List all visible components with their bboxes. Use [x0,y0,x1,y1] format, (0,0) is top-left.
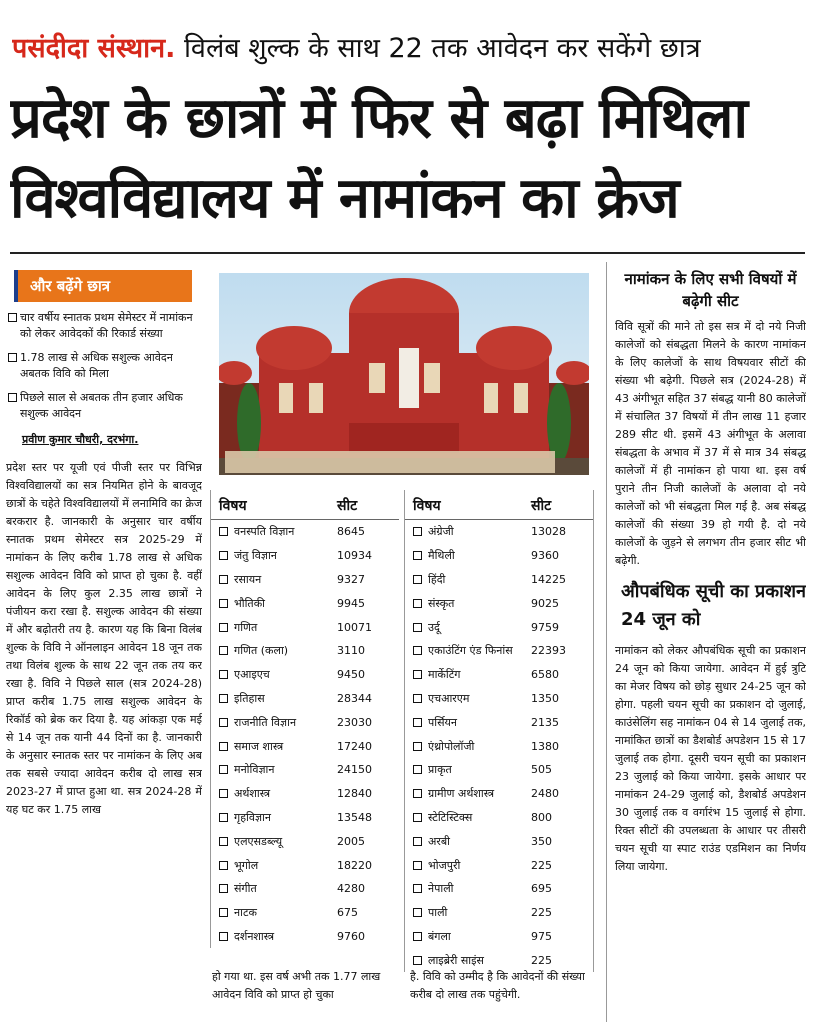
table-row [211,544,399,568]
seats-table-right [404,490,594,972]
byline: प्रवीण कुमार चौधरी, दरभंगा. [22,433,139,446]
section-body-seats: विवि सूत्रों की माने तो इस सत्र में दो नये निजी कालेजों को संबद्धता मिलने के कारण नामांकन के लिए कालेजों के साथ विषयवार सीटों की संख्या भी बढ़ेगी. पिछले सत्र (2024-28) में 43 अंगीभूत सहित 37 संबद्ध यानी 80 कालेजों में संचालित 37 विषयों में तीन लाख 11 हजार 289 सीट थी. इसमें 43 अंगीभूत के अलावा संबद्धता के अभाव में 37 में से मात्र 34 संबद्ध कालेजों में ही नामांकन हो पाया था. इस वर्ष पुराने तीन निजी कालेजों के अलावा दो नये कालेजों को भी संबद्धता मिल गई है. अब संबद्ध कालेजों की संख्या 39 हो गयी है. दो नये कालेजों के जुड़ने से लगभग तीन हजार सीट भी बढ़ेगी. [615,320,806,567]
table-row [211,901,399,925]
subject-name: उर्दू [428,620,440,634]
table-row [405,591,593,615]
seat-count: 800 [531,810,552,824]
checkbox-square-icon [413,908,422,917]
subject-name: रसायन [234,572,262,586]
checkbox-square-icon [8,313,17,322]
seat-count: 1380 [531,739,559,753]
seat-count: 1350 [531,691,559,705]
subject-name: समाज शास्त्र [234,739,284,753]
table-row [405,853,593,877]
seat-count: 24150 [337,763,372,777]
subject-name: राजनीति विज्ञान [234,715,297,729]
subject-name: गृहविज्ञान [234,810,272,824]
blurred-caption [225,451,555,473]
checkbox-square-icon [219,599,228,608]
seat-count: 505 [531,763,552,777]
seat-count: 9945 [337,596,365,610]
seat-count: 10071 [337,620,372,634]
checkbox-square-icon [413,623,422,632]
subject-name: संगीत [234,882,257,896]
subject-name: वनस्पति विज्ञान [234,525,295,539]
seat-count: 23030 [337,715,372,729]
header-subject: विषय [219,498,247,514]
checkbox-square-icon [413,884,422,893]
seat-count: 18220 [337,858,372,872]
checkbox-square-icon [413,932,422,941]
headline-line-2: विश्वविद्यालय में नामांकन का क्रेज [10,166,679,231]
subject-name: हिंदी [428,572,446,586]
checkbox-square-icon [413,718,422,727]
checkbox-square-icon [219,623,228,632]
table-row [211,782,399,806]
checkbox-square-icon [413,694,422,703]
subject-name: भोजपुरी [428,858,461,872]
table-row [211,806,399,830]
checkbox-square-icon [219,742,228,751]
checkbox-square-icon [219,694,228,703]
seat-count: 9327 [337,572,365,586]
subject-name: भौतिकी [234,596,265,610]
checkbox-square-icon [219,813,228,822]
table-row [405,806,593,830]
table-row [211,520,399,544]
subject-name: पाली [428,906,448,920]
checkbox-square-icon [219,908,228,917]
table-row [405,901,593,925]
seat-count: 2480 [531,787,559,801]
table-row [211,615,399,639]
seat-count: 975 [531,929,552,943]
subject-name: नाटक [234,906,257,920]
checkbox-square-icon [413,765,422,774]
seat-count: 28344 [337,691,372,705]
checkbox-square-icon [413,527,422,536]
table-header [211,490,399,520]
seat-count: 17240 [337,739,372,753]
checkbox-square-icon [413,670,422,679]
bullet-item: 1.78 लाख से अधिक सशुल्क आवेदन अबतक विवि को मिला [6,350,202,382]
header-seats: सीट [531,498,552,514]
seat-count: 675 [337,906,358,920]
checkbox-square-icon [413,813,422,822]
table-row [405,615,593,639]
seat-count: 695 [531,882,552,896]
table-row [405,663,593,687]
table-row [211,591,399,615]
header-seats: सीट [337,498,358,514]
table-row [405,925,593,949]
checkbox-square-icon [413,575,422,584]
table-row [211,853,399,877]
subject-name: लाइब्रेरी साइंस [428,953,484,967]
checkbox-square-icon [219,718,228,727]
checkbox-square-icon [219,575,228,584]
subject-name: अरबी [428,834,451,848]
seat-count: 225 [531,858,552,872]
seat-count: 9360 [531,549,559,563]
section-title-seats: नामांकन के लिए सभी विषयों में बढ़ेगी सीट [624,270,797,310]
seat-count: 225 [531,906,552,920]
section-title-list: औपबंधिक सूची का प्रकाशन 24 जून को [621,581,806,630]
subject-name: दर्शनशास्त्र [234,929,275,943]
table-row [405,782,593,806]
table-row [405,829,593,853]
university-building-photo [219,273,589,475]
checkbox-square-icon [219,646,228,655]
table-row [211,734,399,758]
table-row [211,925,399,949]
subject-name: एचआरएम [428,691,470,705]
table-row [405,544,593,568]
right-column [606,262,806,1022]
checkbox-square-icon [219,884,228,893]
checkbox-square-icon [413,551,422,560]
seat-count: 10934 [337,549,372,563]
seats-table-left [210,490,399,948]
table-row [405,639,593,663]
table-row [405,734,593,758]
table-row [405,758,593,782]
seat-count: 4280 [337,882,365,896]
subject-name: संस्कृत [428,596,455,610]
table-header [405,490,593,520]
article-body: प्रदेश स्तर पर यूजी एवं पीजी स्तर पर विभिन्न विश्वविद्यालयों का सत्र नियमित होने के बावजूद छात्रों के चहेते विश्वविद्यालयों में लनामिवि का क्रेज बरकरार है. जानकारी के अनुसार चार वर्षीय स्नातक प्रथम सेमेस्टर सत्र 2025-29 में नामांकन के लिए करीब 1.78 लाख से अधिक सशुल्क आवेदन विवि को प्राप्त हो चुका है. वहीं आवेदन के लिए कुल 2.35 लाख छात्रों ने पंजीयन करा रखा है. सशुल्क आवेदन की संख्या में और बढ़ोतरी तय है. कारण यह कि बिना विलंब शुल्क के विवि ने ऑनलाइन आवेदन 18 जून तक तथा विलंब शुल्क के साथ 22 जून तक तय कर रखा है. विवि ने पिछले साल (सत्र 2024-28) प्राप्त करीब 1.75 लाख सशुल्क आवेदन के रिकॉर्ड को ब्रेक कर दिया है. यह आंकड़ा एक मई से 14 जून तक यानी 44 दिनों का है. जानकारी के अनुसार स्नातक स्तर पर नामांकन के लिए अब तक सबसे ज्यादा आवेदन करीब दो लाख सत्र 2023-27 में प्राप्त हुआ था. सत्र 2024-28 में यह घट कर 1.75 लाख [6,461,202,816]
subject-name: इतिहास [234,691,265,705]
subject-name: स्टेटिस्टिक्स [428,810,473,824]
table-row [405,520,593,544]
checkbox-square-icon [413,861,422,870]
tagline-subtitle: विलंब शुल्क के साथ 22 तक आवेदन कर सकेंगे छात्र [175,33,701,64]
subject-name: जंतु विज्ञान [234,549,277,563]
subject-name: अंग्रेजी [428,525,454,539]
seat-count: 13028 [531,525,566,539]
seat-count: 9759 [531,620,559,634]
headline-line-1: प्रदेश के छात्रों में फिर से बढ़ा मिथिला [10,86,748,151]
checkbox-square-icon [413,837,422,846]
table-row [211,710,399,734]
table-row [211,758,399,782]
checkbox-square-icon [219,527,228,536]
checkbox-square-icon [219,837,228,846]
seat-count: 350 [531,834,552,848]
subject-name: गणित [234,620,258,634]
checkbox-square-icon [413,599,422,608]
table-row [405,687,593,711]
table-row [211,877,399,901]
subject-name: एआइएच [234,668,270,682]
subject-name: प्राकृत [428,763,452,777]
subject-name: भूगोल [234,858,259,872]
checkbox-square-icon [413,789,422,798]
seat-count: 22393 [531,644,566,658]
seat-count: 8645 [337,525,365,539]
header-subject: विषय [413,498,441,514]
checkbox-square-icon [219,789,228,798]
table-row [405,710,593,734]
seat-count: 9025 [531,596,559,610]
subject-name: एकाउंटिंग एंड फिनांस [428,644,513,658]
building-illustration [219,273,589,475]
checkbox-square-icon [8,393,17,402]
checkbox-square-icon [219,932,228,941]
seat-count: 9760 [337,929,365,943]
seat-count: 6580 [531,668,559,682]
subject-name: ग्रामीण अर्थशास्त्र [428,787,495,801]
left-column [6,262,202,1022]
tagline [12,28,807,78]
checkbox-square-icon [413,956,422,965]
footer-text-left: हो गया था. इस वर्ष अभी तक 1.77 लाख आवेदन विवि को प्राप्त हो चुका [212,970,381,1001]
checkbox-square-icon [413,646,422,655]
checkbox-square-icon [413,742,422,751]
seat-count: 12840 [337,787,372,801]
subject-name: मैथिली [428,549,455,563]
table-row [405,568,593,592]
subject-name: अर्थशास्त्र [234,787,271,801]
footer-text-right: है. विवि को उम्मीद है कि आवेदनों की संख्या करीब दो लाख तक पहुंचेगी. [410,970,585,1001]
subject-name: बंगला [428,929,451,943]
section-body-list: नामांकन को लेकर औपबंधिक सूची का प्रकाशन 24 जून को किया जायेगा. आवेदन में हुई त्रुटि का मेजर विषय को छोड़ सुधार 24-25 जून को होगा. पहली चयन सूची का प्रकाशन दो जुलाई, काउंसेलिंग सह नामांकन 04 से 14 जुलाई तक, नामांकित छात्रों का डैशबोर्ड अपडेशन 15 से 17 जुलाई तक होगा. दूसरी चयन सूची का प्रकाशन 23 जुलाई को किया जायेगा. इसके आधार पर नामांकन 24-29 जुलाई को, डैशबोर्ड अपडेशन 30 जुलाई तक व वर्गारंभ 15 जुलाई से होगा. रिक्त सीटों की उपलब्धता के आधार पर तीसरी चयन सूची या स्पाट राउंड एडमिशन का निर्णय लिया जायेगा. [615,644,806,873]
headline-divider [10,252,805,254]
checkbox-square-icon [8,353,17,362]
checkbox-square-icon [219,765,228,774]
tagline-tag: पसंदीदा संस्थान. [12,33,176,64]
seat-count: 14225 [531,572,566,586]
table-row [211,663,399,687]
seat-count: 2135 [531,715,559,729]
subject-name: एंथ्रोपोलॉजी [428,739,475,753]
subject-name: एलएसडब्ल्यू [234,834,283,848]
checkbox-square-icon [219,861,228,870]
seat-count: 13548 [337,810,372,824]
bullet-item: चार वर्षीय स्नातक प्रथम सेमेस्टर में नामांकन को लेकर आवेदकों की रिकार्ड संख्या [6,310,202,342]
seat-count: 2005 [337,834,365,848]
table-row [211,687,399,711]
seat-count: 9450 [337,668,365,682]
highlight-box-title: और बढ़ेंगे छात्र [14,270,192,302]
subject-name: गणित (कला) [234,644,289,658]
checkbox-square-icon [219,551,228,560]
table-row [405,877,593,901]
highlight-bullets [6,310,202,422]
subject-name: मार्केटिंग [428,668,461,682]
subject-name: पर्सियन [428,715,458,729]
table-row [211,829,399,853]
subject-name: मनोविज्ञान [234,763,275,777]
bullet-item: पिछले साल से अबतक तीन हजार अधिक सशुल्क आवेदन [6,390,202,422]
seat-count: 3110 [337,644,365,658]
table-row [211,568,399,592]
seat-count: 225 [531,953,552,967]
table-row [211,639,399,663]
checkbox-square-icon [219,670,228,679]
subject-name: नेपाली [428,882,454,896]
